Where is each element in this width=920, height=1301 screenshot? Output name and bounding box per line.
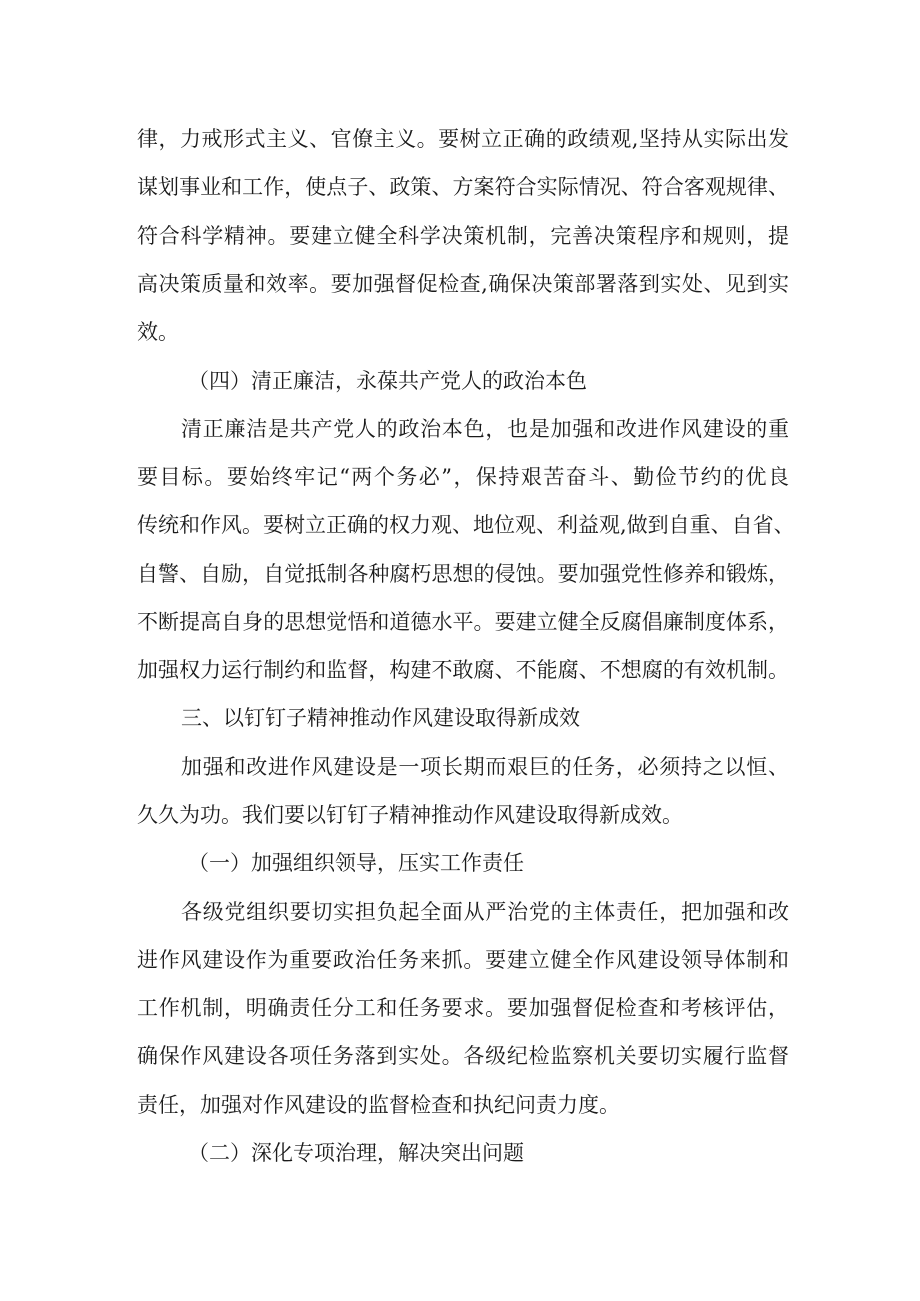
paragraph-line: 效。	[137, 320, 179, 344]
paragraph-line: 加强和改进作风建设是一项长期而艰巨的任务，必须持之以恒、	[181, 755, 789, 779]
paragraph-line: 进作风建设作为重要政治任务来抓。要建立健全作风建设领导体制和	[137, 948, 789, 972]
paragraph-line: 传统和作风。要树立正确的权力观、地位观、利益观,做到自重、自省、	[137, 513, 795, 537]
paragraph-line: 确保作风建设各项任务落到实处。各级纪检监察机关要切实履行监督	[137, 1044, 789, 1068]
paragraph-line: 律，力戒形式主义、官僚主义。要树立正确的政绩观,坚持从实际出发	[137, 127, 789, 151]
section-heading: （四）清正廉洁，永葆共产党人的政治本色	[188, 369, 587, 393]
paragraph-line: 谋划事业和工作，使点子、政策、方案符合实际情况、符合客观规律、	[137, 175, 789, 199]
section-heading: （二）深化专项治理，解决突出问题	[188, 1141, 524, 1165]
paragraph-line: 自警、自励，自觉抵制各种腐朽思想的侵蚀。要加强党性修养和锻炼，	[137, 562, 789, 586]
paragraph-line: 久久为功。我们要以钉钉子精神推动作风建设取得新成效。	[137, 803, 683, 827]
paragraph-line: 加强权力运行制约和监督，构建不敢腐、不能腐、不想腐的有效机制。	[137, 658, 789, 682]
paragraph-line: 符合科学精神。要建立健全科学决策机制，完善决策程序和规则，提	[137, 224, 789, 248]
paragraph-line: 责任，加强对作风建设的监督检查和执纪问责力度。	[137, 1093, 620, 1117]
paragraph-line: 要目标。要始终牢记“两个务必”，保持艰苦奋斗、勤俭节约的优良	[137, 465, 789, 489]
section-heading: （一）加强组织领导，压实工作责任	[188, 851, 524, 875]
paragraph-line: 不断提高自身的思想觉悟和道德水平。要建立健全反腐倡廉制度体系，	[137, 610, 789, 634]
paragraph-line: 清正廉洁是共产党人的政治本色，也是加强和改进作风建设的重	[181, 417, 789, 441]
section-heading: 三、以钉钉子精神推动作风建设取得新成效	[181, 706, 580, 730]
paragraph-line: 各级党组织要切实担负起全面从严治党的主体责任，把加强和改	[181, 900, 789, 924]
paragraph-line: 高决策质量和效率。要加强督促检查,确保决策部署落到实处、见到实	[137, 272, 789, 296]
paragraph-line: 工作机制，明确责任分工和任务要求。要加强督促检查和考核评估，	[137, 996, 789, 1020]
